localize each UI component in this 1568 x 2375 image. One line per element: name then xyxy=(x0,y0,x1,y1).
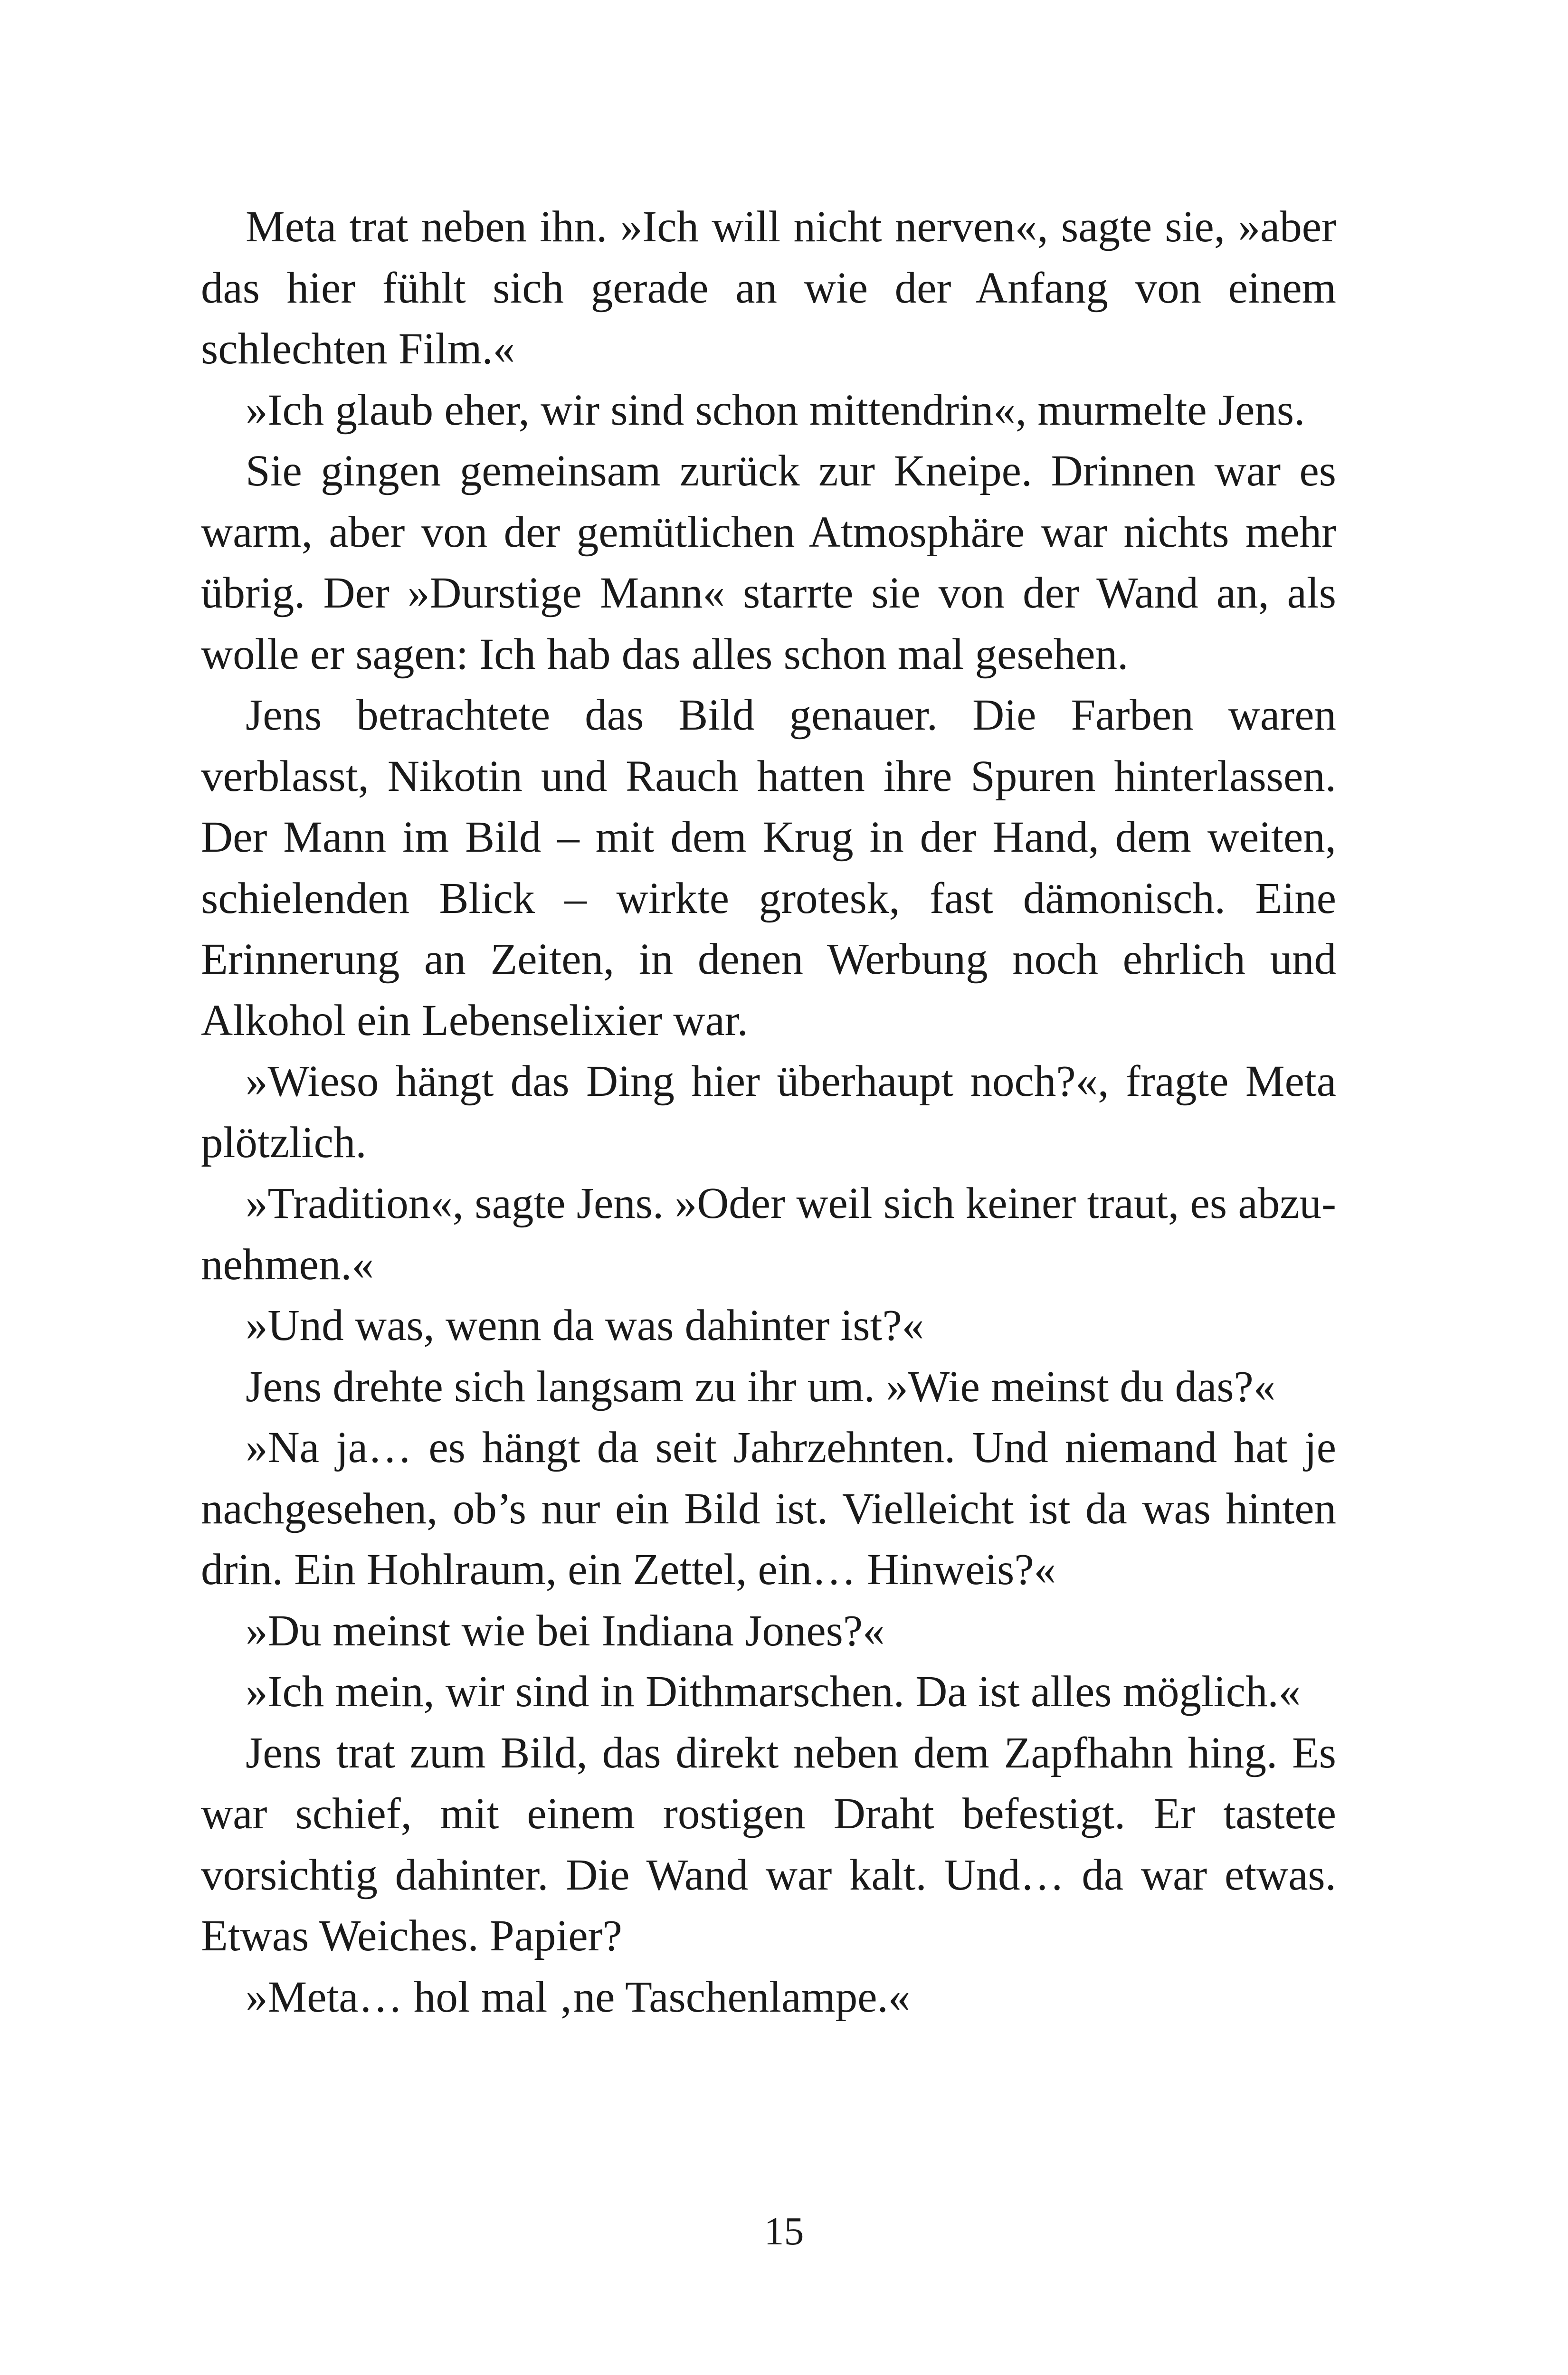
body-text xyxy=(201,197,1336,2028)
paragraph: »Und was, wenn da was dahinter ist?« xyxy=(246,1301,924,1350)
paragraph: Jens betrachtete das Bild genauer. Die Farben waren verblasst, Nikotin und Rauch hatten ihre Spuren hinterlassen. Der Mann im Bild – mit dem Krug in der Hand, dem weiten, schielenden Blick – wirkte grotesk, fast dämonisch. Eine Erinnerung an Zeiten, in denen Werbung noch ehrlich und Alkohol ein Lebenselixier war. xyxy=(201,691,1336,1045)
paragraph: Sie gingen gemeinsam zurück zur Kneipe. Drinnen war es warm, aber von der gemütlichen Atmosphäre war nichts mehr übrig. Der »Durstige Mann« starrte sie von der Wand an, als wolle er sagen: Ich hab das alles schon mal gesehen. xyxy=(201,446,1336,679)
paragraph: Jens drehte sich langsam zu ihr um. »Wie meinst du das?« xyxy=(246,1362,1276,1411)
page-number: 15 xyxy=(764,2209,804,2253)
paragraph: »Na ja… es hängt da seit Jahrzehnten. Und niemand hat je nachgesehen, ob’s nur ein Bild ist. Vielleicht ist da was hinten drin. Ein Hohlraum, ein Zettel, ein… Hinweis?« xyxy=(201,1423,1336,1594)
paragraph: »Ich mein, wir sind in Dithmarschen. Da ist alles möglich.« xyxy=(246,1667,1301,1716)
paragraph: »Ich glaub eher, wir sind schon mittendrin«, murmelte Jens. xyxy=(246,385,1305,435)
paragraph: »Tradition«, sagte Jens. »Oder weil sich keiner traut, es abzunehmen.« xyxy=(201,1179,1336,1289)
paragraph: »Du meinst wie bei Indiana Jones?« xyxy=(246,1606,885,1655)
paragraph: Meta trat neben ihn. »Ich will nicht nerven«, sagte sie, »aber das hier fühlt sich gerade an wie der Anfang von einem schlechten Film.« xyxy=(201,202,1336,373)
paragraph: »Wieso hängt das Ding hier überhaupt noch?«, fragte Meta plötzlich. xyxy=(201,1057,1336,1167)
paragraph: »Meta… hol mal ‚ne Taschenlampe.« xyxy=(246,1972,911,2022)
paragraph: Jens trat zum Bild, das direkt neben dem Zapfhahn hing. Es war schief, mit einem rostigen Draht befestigt. Er tastete vorsichtig dahinter. Die Wand war kalt. Und… da war etwas. Etwas Weiches. Papier? xyxy=(201,1728,1336,1960)
